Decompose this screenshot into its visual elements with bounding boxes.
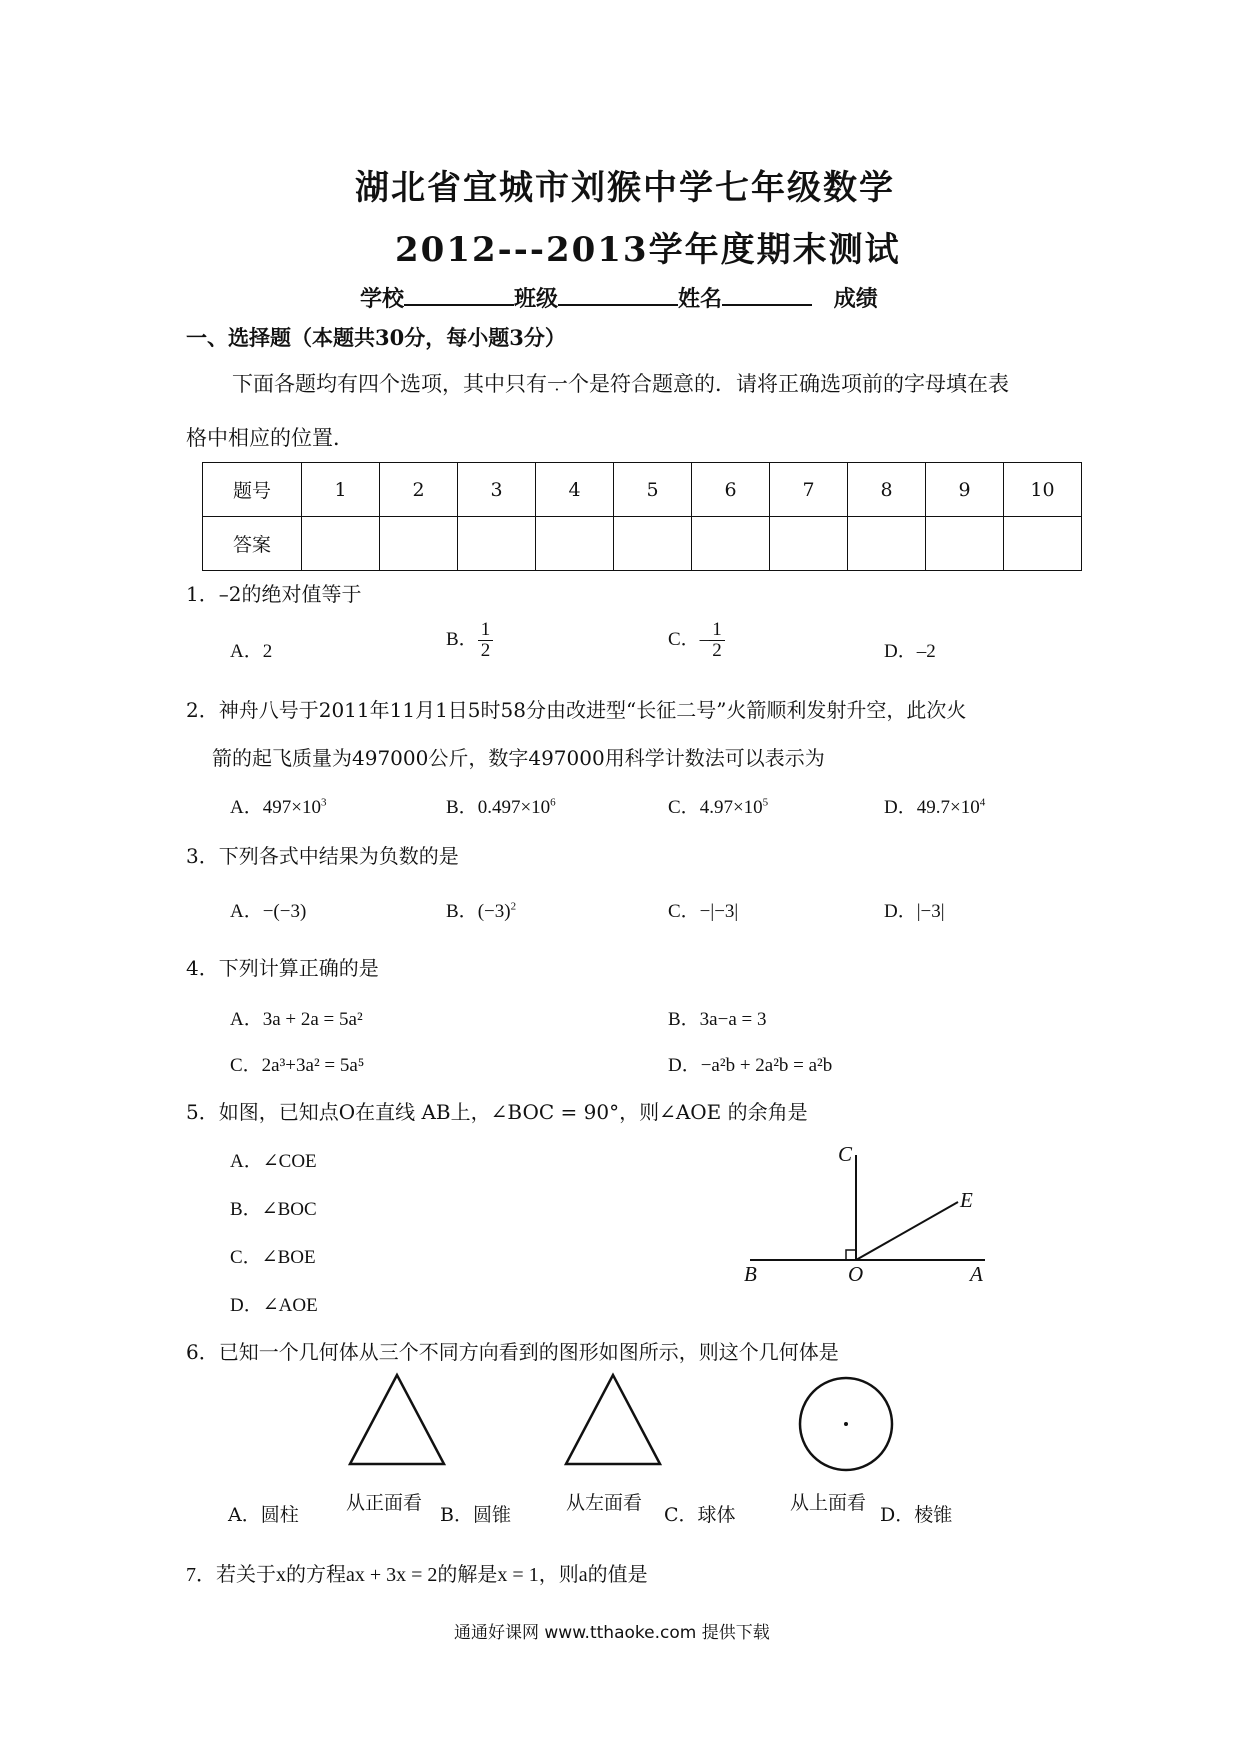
numerator: 1	[709, 620, 725, 641]
question-6-stem: 6．已知一个几何体从三个不同方向看到的图形如图所示，则这个几何体是	[186, 1340, 839, 1364]
table-cell: 7	[770, 463, 848, 517]
question-6-option-c: C．球体	[664, 1504, 736, 1526]
option-label: B．	[446, 901, 478, 922]
school-label: 学校	[360, 286, 405, 312]
instruction-text-a: 下面各题均有四个选项，其中只	[232, 372, 526, 396]
class-label: 班级	[514, 286, 559, 312]
question-1-option-a: A．2	[230, 641, 273, 662]
question-2-stem-line-2: 箭的起飞质量为497000公斤，数字497000用科学计数法可以表示为	[212, 746, 825, 770]
top-view-circle	[796, 1374, 896, 1474]
table-cell: 8	[848, 463, 926, 517]
right-angle-mark	[846, 1250, 856, 1260]
question-4-stem: 4．下列计算正确的是	[186, 956, 379, 980]
footer-text: 通通好课网 www.tthaoke.com 提供下载	[454, 1623, 770, 1643]
table-row-answers	[203, 517, 1082, 571]
page-subtitle: 2012---2013学年度期末测试	[395, 230, 901, 270]
question-7-stem: 7．若关于x的方程ax + 3x = 2的解是x = 1，则a的值是	[186, 1564, 648, 1586]
option-label: A．	[230, 797, 263, 818]
question-4-option-a: A．3a + 2a = 5a²	[230, 1009, 363, 1030]
angle-figure	[740, 1140, 1000, 1300]
denominator: 2	[480, 639, 491, 661]
option-value: 0.497×10	[477, 797, 551, 818]
exponent: 2	[510, 900, 517, 913]
option-value: 4.97×10	[699, 797, 763, 818]
point-label-b: B	[744, 1262, 757, 1286]
school-field[interactable]	[404, 284, 514, 306]
answer-cell[interactable]	[692, 517, 770, 571]
table-cell: 5	[614, 463, 692, 517]
question-5-option-c: C．∠BOE	[230, 1247, 316, 1268]
answer-cell[interactable]	[770, 517, 848, 571]
answer-cell[interactable]	[848, 517, 926, 571]
question-2-option-c	[668, 792, 768, 819]
name-label: 姓名	[678, 286, 723, 312]
question-2-option-a	[230, 792, 326, 819]
table-cell: 4	[536, 463, 614, 517]
question-6-option-b: B．圆锥	[440, 1504, 511, 1526]
instruction-line-1	[232, 368, 1009, 398]
row-label-number: 题号	[203, 463, 302, 517]
answer-table	[202, 462, 1082, 571]
point-label-o: O	[848, 1262, 864, 1286]
question-4-option-b: B．3a−a = 3	[668, 1009, 767, 1030]
table-row-numbers	[203, 463, 1082, 517]
exponent: 3	[320, 796, 327, 809]
score-label: 成绩	[833, 286, 878, 312]
question-2-stem-line-1: 2．神舟八号于2011年11月1日5时58分由改进型“长征二号”火箭顺利发射升空，此次火	[186, 698, 967, 722]
answer-cell[interactable]	[458, 517, 536, 571]
front-view-triangle	[342, 1370, 452, 1470]
table-cell: 2	[380, 463, 458, 517]
question-5-option-d: D．∠AOE	[230, 1295, 318, 1316]
top-view-caption: 从上面看	[786, 1488, 870, 1515]
question-5-option-b: B．∠BOC	[230, 1199, 317, 1220]
instruction-emphasis: 有一个 ·	[526, 368, 589, 398]
student-info-line	[360, 282, 878, 313]
ray-oe	[856, 1202, 958, 1260]
question-1-option-b	[446, 620, 493, 661]
answer-cell[interactable]	[536, 517, 614, 571]
option-value: (−3)	[477, 901, 511, 922]
question-5-stem: 5．如图，已知点O在直线 AB上，∠BOC = 90°，则∠AOE 的余角是	[186, 1100, 808, 1124]
left-view-triangle	[558, 1370, 668, 1470]
question-2-option-d	[884, 792, 985, 819]
point-label-e: E	[960, 1188, 973, 1212]
denominator: 2	[712, 639, 722, 661]
question-6-option-a: A．圆柱	[228, 1504, 299, 1526]
exponent: 4	[979, 796, 986, 809]
question-1-stem: 1．–2的绝对值等于	[186, 582, 362, 606]
question-6-option-d: D．棱锥	[880, 1504, 953, 1526]
left-view-caption: 从左面看	[562, 1488, 646, 1515]
exponent: 6	[550, 796, 556, 809]
question-3-stem: 3．下列各式中结果为负数的是	[186, 844, 459, 868]
table-cell: 9	[926, 463, 1004, 517]
option-value: 497×10	[262, 797, 321, 818]
option-c-label: C．–	[668, 628, 710, 650]
table-cell: 10	[1004, 463, 1082, 517]
table-cell: 6	[692, 463, 770, 517]
answer-cell[interactable]	[302, 517, 380, 571]
option-label: D．	[884, 797, 917, 818]
class-field[interactable]	[558, 284, 678, 306]
option-label: B．	[446, 797, 478, 818]
question-4-option-d: D．−a²b + 2a²b = a²b	[668, 1055, 833, 1076]
option-b-label: B．	[446, 628, 478, 650]
question-5-option-a: A．∠COE	[230, 1151, 317, 1172]
question-3-option-d: D．|−3|	[884, 901, 945, 922]
table-cell: 3	[458, 463, 536, 517]
answer-cell[interactable]	[614, 517, 692, 571]
front-view-caption: 从正面看	[342, 1488, 426, 1515]
option-label: C．	[668, 797, 700, 818]
answer-cell[interactable]	[1004, 517, 1082, 571]
center-dot	[844, 1422, 848, 1426]
exponent: 5	[762, 796, 769, 809]
question-2-option-b	[446, 792, 556, 819]
option-value: 49.7×10	[916, 797, 980, 818]
fraction	[478, 620, 494, 661]
question-3-option-a: A．−(−3)	[230, 901, 307, 922]
name-field[interactable]	[722, 284, 812, 306]
section-heading: 一、选择题（本题共30分，每小题3分）	[186, 325, 566, 350]
page-title: 湖北省宜城市刘猴中学七年级数学	[355, 168, 895, 208]
instruction-line-2: 格中相应的位置．	[186, 426, 354, 450]
question-1-option-c	[668, 620, 725, 661]
question-1-option-d: D．–2	[884, 641, 936, 662]
fraction	[709, 620, 725, 661]
point-label-c: C	[838, 1142, 853, 1166]
instruction-text-b: 是符合题意的．请将正确选项前的字母填在表	[589, 372, 1009, 396]
row-label-answer: 答案	[203, 517, 302, 571]
table-cell: 1	[302, 463, 380, 517]
question-3-option-b	[446, 896, 516, 923]
answer-cell[interactable]	[380, 517, 458, 571]
question-3-option-c: C．−|−3|	[668, 901, 739, 922]
point-label-a: A	[970, 1262, 983, 1286]
answer-cell[interactable]	[926, 517, 1004, 571]
numerator: 1	[478, 620, 494, 641]
question-4-option-c: C．2a³+3a² = 5a⁵	[230, 1055, 365, 1076]
